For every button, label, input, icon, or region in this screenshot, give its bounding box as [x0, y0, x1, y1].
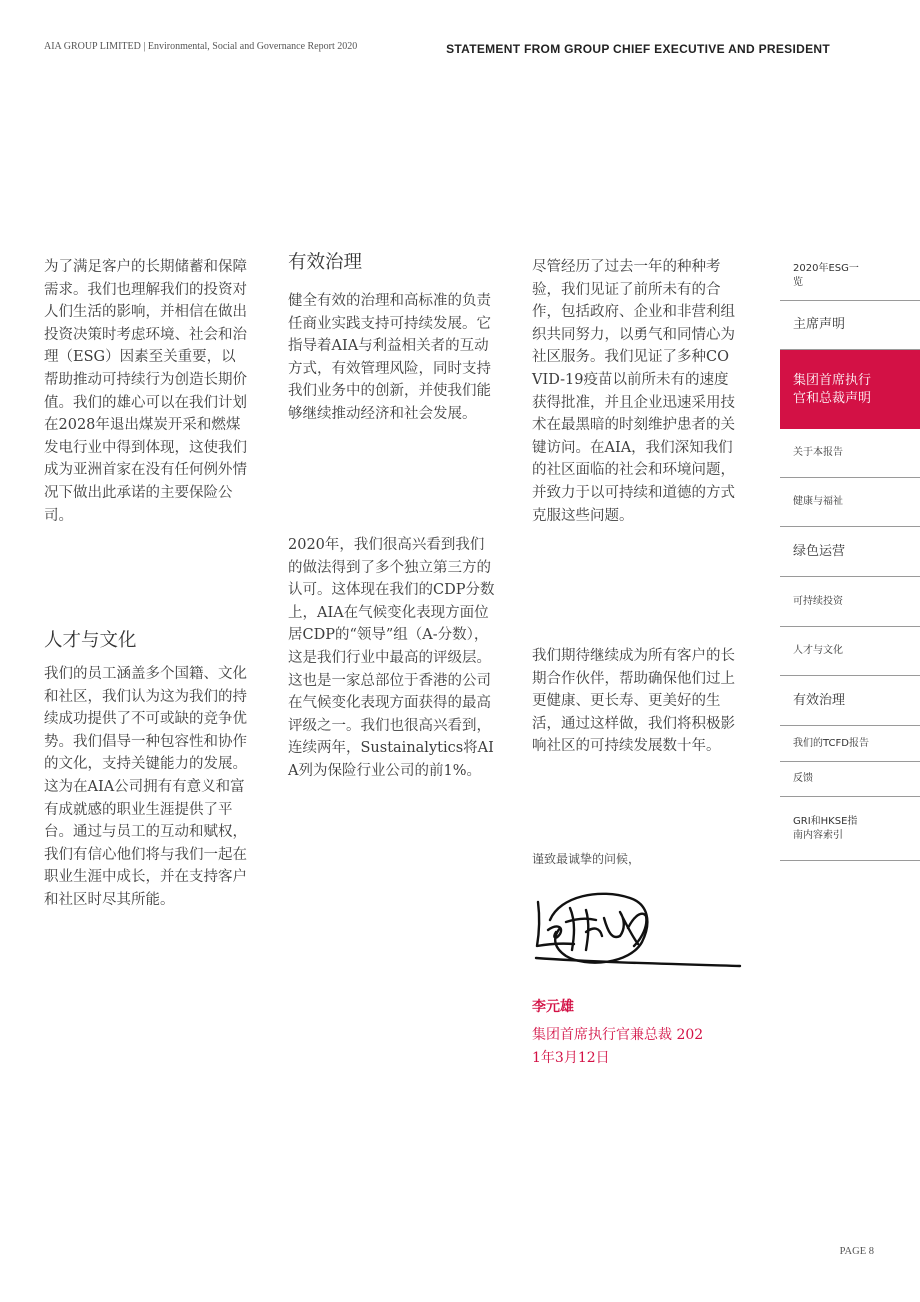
nav-item-health-wellness[interactable]: 健康与福祉: [780, 478, 920, 527]
nav-item-green-operations[interactable]: 绿色运营: [780, 527, 920, 577]
page-number: PAGE 8: [839, 1246, 874, 1257]
section-nav: [780, 251, 920, 861]
nav-item-governance[interactable]: 有效治理: [780, 676, 920, 726]
nav-item-esg-overview[interactable]: 2020年ESG一览: [780, 251, 920, 301]
heading-governance: 有效治理: [288, 252, 363, 273]
heading-talent-culture: 人才与文化: [44, 630, 137, 651]
nav-item-gri-index[interactable]: GRI和HKSE指南内容索引: [780, 797, 920, 861]
col1-paragraph-1: 为了满足客户的长期储蓄和保障需求。我们也理解我们的投资对人们生活的影响，并相信在做出投资决策时考虑环境、社会和治理（ESG）因素至关重要，以帮助推动可持续行为创造长期价值。我们的雄心可以在我们计划在2028年退出煤炭开采和燃煤发电行业中得到体现，这使我们成为亚洲首家在没有任何例外情况下做出此承诺的主要保险公司。: [44, 259, 247, 524]
col2-paragraph-1: 健全有效的治理和高标准的负责任商业实践支持可持续发展。它指导着AIA与利益相关者的互动方式，有效管理风险，同时支持我们业务中的创新，并使我们能够继续推动经济和社会发展。: [288, 293, 491, 422]
section-title: STATEMENT FROM GROUP CHIEF EXECUTIVE AND PRESIDENT: [446, 42, 830, 56]
signatory-name: 李元雄: [532, 999, 574, 1015]
closing-line: 谨致最诚挚的问候，: [532, 852, 641, 866]
report-title: AIA GROUP LIMITED | Environmental, Social and Governance Report 2020: [44, 41, 358, 52]
col3-paragraph-2: 我们期待继续成为所有客户的长期合作伙伴，帮助确保他们过上更健康、更长寿、更美好的生活，通过这样做，我们将积极影响社区的可持续发展数十年。: [532, 648, 735, 755]
nav-item-ceo-statement[interactable]: 集团首席执行官和总裁声明: [780, 350, 920, 429]
signature-image: [530, 888, 745, 972]
col1-paragraph-2: 我们的员工涵盖多个国籍、文化和社区，我们认为这为我们的持续成功提供了不可或缺的竞争优势。我们倡导一种包容性和协作的文化，支持关键能力的发展。这为在AIA公司拥有有意义和富有成就感的职业生涯提供了平台。通过与员工的互动和赋权，我们有信心他们将与我们一起在职业生涯中成长，并在支持客户和社区时尽其所能。: [44, 666, 247, 908]
nav-item-sustainable-investing[interactable]: 可持续投资: [780, 577, 920, 627]
nav-item-tcfd-report[interactable]: 我们的TCFD报告: [780, 726, 920, 762]
nav-item-talent-culture[interactable]: 人才与文化: [780, 627, 920, 676]
col2-paragraph-2: 2020年，我们很高兴看到我们的做法得到了多个独立第三方的认可。这体现在我们的CDP分数上，AIA在气候变化表现方面位居CDP的“领导”组（A-分数），这是我们行业中最高的评级层。这也是一家总部位于香港的公司在气候变化表现方面获得的最高评级之一。我们也很高兴看到，连续两年，Sustainalytics将AIA列为保险行业公司的前1%。: [288, 537, 495, 779]
nav-item-feedback[interactable]: 反馈: [780, 762, 920, 797]
signatory-title: 集团首席执行官兼总裁 2021年3月12日: [532, 1027, 704, 1066]
nav-item-chairman-statement[interactable]: 主席声明: [780, 301, 920, 350]
nav-item-about-report[interactable]: 关于本报告: [780, 429, 920, 478]
col3-paragraph-1: 尽管经历了过去一年的种种考验，我们见证了前所未有的合作，包括政府、企业和非营利组织共同努力，以勇气和同情心为社区服务。我们见证了多种COVID-19疫苗以前所未有的速度获得批准，并且企业迅速采用技术在最黑暗的时刻维护患者的关键访问。在AIA，我们深知我们的社区面临的社会和环境问题，并致力于以可持续和道德的方式克服这些问题。: [532, 259, 735, 524]
